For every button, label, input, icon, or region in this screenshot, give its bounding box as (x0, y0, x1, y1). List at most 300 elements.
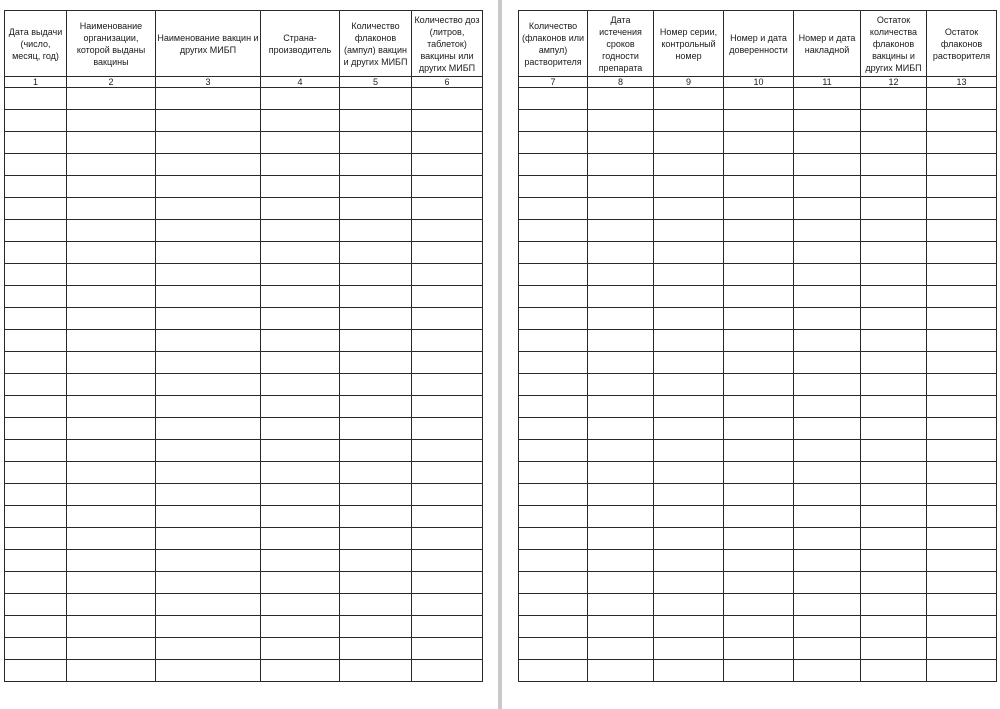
blank-cell[interactable] (67, 572, 156, 594)
blank-cell[interactable] (412, 154, 483, 176)
blank-cell[interactable] (794, 308, 861, 330)
blank-cell[interactable] (340, 220, 412, 242)
blank-cell[interactable] (794, 506, 861, 528)
blank-cell[interactable] (412, 418, 483, 440)
blank-cell[interactable] (5, 396, 67, 418)
blank-cell[interactable] (67, 616, 156, 638)
blank-cell[interactable] (5, 220, 67, 242)
blank-cell[interactable] (412, 264, 483, 286)
blank-cell[interactable] (261, 264, 340, 286)
blank-cell[interactable] (654, 154, 724, 176)
blank-cell[interactable] (340, 572, 412, 594)
blank-cell[interactable] (927, 132, 997, 154)
blank-cell[interactable] (340, 462, 412, 484)
blank-cell[interactable] (519, 418, 588, 440)
blank-cell[interactable] (724, 616, 794, 638)
blank-cell[interactable] (588, 286, 654, 308)
blank-cell[interactable] (654, 242, 724, 264)
blank-cell[interactable] (5, 286, 67, 308)
blank-cell[interactable] (412, 242, 483, 264)
blank-cell[interactable] (724, 242, 794, 264)
blank-cell[interactable] (654, 550, 724, 572)
blank-cell[interactable] (861, 506, 927, 528)
blank-cell[interactable] (519, 374, 588, 396)
blank-cell[interactable] (588, 198, 654, 220)
blank-cell[interactable] (340, 242, 412, 264)
blank-cell[interactable] (588, 638, 654, 660)
blank-cell[interactable] (588, 132, 654, 154)
blank-cell[interactable] (67, 550, 156, 572)
blank-cell[interactable] (927, 110, 997, 132)
blank-cell[interactable] (588, 242, 654, 264)
blank-cell[interactable] (927, 506, 997, 528)
blank-cell[interactable] (861, 484, 927, 506)
blank-cell[interactable] (67, 352, 156, 374)
blank-cell[interactable] (724, 308, 794, 330)
blank-cell[interactable] (67, 594, 156, 616)
blank-cell[interactable] (412, 462, 483, 484)
blank-cell[interactable] (156, 418, 261, 440)
blank-cell[interactable] (794, 396, 861, 418)
blank-cell[interactable] (156, 462, 261, 484)
blank-cell[interactable] (340, 352, 412, 374)
blank-cell[interactable] (67, 132, 156, 154)
blank-cell[interactable] (654, 220, 724, 242)
blank-cell[interactable] (927, 352, 997, 374)
blank-cell[interactable] (588, 88, 654, 110)
blank-cell[interactable] (261, 572, 340, 594)
blank-cell[interactable] (67, 462, 156, 484)
blank-cell[interactable] (340, 594, 412, 616)
blank-cell[interactable] (588, 374, 654, 396)
blank-cell[interactable] (156, 550, 261, 572)
blank-cell[interactable] (861, 264, 927, 286)
blank-cell[interactable] (67, 220, 156, 242)
blank-cell[interactable] (927, 264, 997, 286)
blank-cell[interactable] (5, 484, 67, 506)
blank-cell[interactable] (927, 440, 997, 462)
blank-cell[interactable] (261, 198, 340, 220)
blank-cell[interactable] (927, 660, 997, 682)
blank-cell[interactable] (927, 528, 997, 550)
blank-cell[interactable] (794, 440, 861, 462)
blank-cell[interactable] (519, 550, 588, 572)
blank-cell[interactable] (724, 352, 794, 374)
blank-cell[interactable] (67, 440, 156, 462)
blank-cell[interactable] (588, 594, 654, 616)
blank-cell[interactable] (261, 550, 340, 572)
blank-cell[interactable] (588, 154, 654, 176)
blank-cell[interactable] (67, 330, 156, 352)
blank-cell[interactable] (156, 198, 261, 220)
blank-cell[interactable] (724, 374, 794, 396)
blank-cell[interactable] (588, 440, 654, 462)
blank-cell[interactable] (861, 286, 927, 308)
blank-cell[interactable] (861, 572, 927, 594)
blank-cell[interactable] (724, 176, 794, 198)
blank-cell[interactable] (67, 286, 156, 308)
blank-cell[interactable] (724, 462, 794, 484)
blank-cell[interactable] (156, 132, 261, 154)
blank-cell[interactable] (5, 198, 67, 220)
blank-cell[interactable] (861, 616, 927, 638)
blank-cell[interactable] (654, 572, 724, 594)
blank-cell[interactable] (654, 484, 724, 506)
blank-cell[interactable] (67, 264, 156, 286)
blank-cell[interactable] (927, 176, 997, 198)
blank-cell[interactable] (261, 352, 340, 374)
blank-cell[interactable] (588, 220, 654, 242)
blank-cell[interactable] (156, 330, 261, 352)
blank-cell[interactable] (261, 484, 340, 506)
blank-cell[interactable] (261, 286, 340, 308)
blank-cell[interactable] (261, 176, 340, 198)
blank-cell[interactable] (724, 110, 794, 132)
blank-cell[interactable] (5, 110, 67, 132)
blank-cell[interactable] (67, 308, 156, 330)
blank-cell[interactable] (67, 88, 156, 110)
blank-cell[interactable] (654, 110, 724, 132)
blank-cell[interactable] (927, 484, 997, 506)
blank-cell[interactable] (5, 418, 67, 440)
blank-cell[interactable] (67, 638, 156, 660)
blank-cell[interactable] (261, 462, 340, 484)
blank-cell[interactable] (927, 198, 997, 220)
blank-cell[interactable] (724, 418, 794, 440)
blank-cell[interactable] (927, 616, 997, 638)
blank-cell[interactable] (412, 374, 483, 396)
blank-cell[interactable] (519, 440, 588, 462)
blank-cell[interactable] (654, 638, 724, 660)
blank-cell[interactable] (927, 418, 997, 440)
blank-cell[interactable] (927, 220, 997, 242)
blank-cell[interactable] (654, 440, 724, 462)
blank-cell[interactable] (261, 506, 340, 528)
blank-cell[interactable] (340, 396, 412, 418)
blank-cell[interactable] (5, 264, 67, 286)
blank-cell[interactable] (794, 330, 861, 352)
blank-cell[interactable] (724, 264, 794, 286)
blank-cell[interactable] (927, 242, 997, 264)
blank-cell[interactable] (5, 462, 67, 484)
blank-cell[interactable] (927, 638, 997, 660)
blank-cell[interactable] (724, 154, 794, 176)
blank-cell[interactable] (927, 330, 997, 352)
blank-cell[interactable] (861, 528, 927, 550)
blank-cell[interactable] (519, 484, 588, 506)
blank-cell[interactable] (340, 132, 412, 154)
blank-cell[interactable] (156, 176, 261, 198)
blank-cell[interactable] (588, 616, 654, 638)
blank-cell[interactable] (261, 88, 340, 110)
blank-cell[interactable] (412, 176, 483, 198)
blank-cell[interactable] (588, 264, 654, 286)
blank-cell[interactable] (340, 550, 412, 572)
blank-cell[interactable] (588, 396, 654, 418)
blank-cell[interactable] (588, 110, 654, 132)
blank-cell[interactable] (519, 616, 588, 638)
blank-cell[interactable] (519, 330, 588, 352)
blank-cell[interactable] (340, 440, 412, 462)
blank-cell[interactable] (861, 308, 927, 330)
blank-cell[interactable] (724, 660, 794, 682)
blank-cell[interactable] (67, 154, 156, 176)
blank-cell[interactable] (261, 374, 340, 396)
blank-cell[interactable] (519, 264, 588, 286)
blank-cell[interactable] (794, 286, 861, 308)
blank-cell[interactable] (261, 594, 340, 616)
blank-cell[interactable] (519, 198, 588, 220)
blank-cell[interactable] (927, 550, 997, 572)
blank-cell[interactable] (654, 374, 724, 396)
blank-cell[interactable] (861, 418, 927, 440)
blank-cell[interactable] (5, 352, 67, 374)
blank-cell[interactable] (588, 660, 654, 682)
blank-cell[interactable] (340, 374, 412, 396)
blank-cell[interactable] (654, 418, 724, 440)
blank-cell[interactable] (261, 418, 340, 440)
blank-cell[interactable] (794, 594, 861, 616)
blank-cell[interactable] (156, 616, 261, 638)
blank-cell[interactable] (156, 572, 261, 594)
blank-cell[interactable] (519, 572, 588, 594)
blank-cell[interactable] (861, 176, 927, 198)
blank-cell[interactable] (67, 242, 156, 264)
blank-cell[interactable] (927, 286, 997, 308)
blank-cell[interactable] (519, 242, 588, 264)
blank-cell[interactable] (156, 352, 261, 374)
blank-cell[interactable] (654, 132, 724, 154)
blank-cell[interactable] (861, 374, 927, 396)
blank-cell[interactable] (794, 264, 861, 286)
blank-cell[interactable] (794, 462, 861, 484)
blank-cell[interactable] (156, 440, 261, 462)
blank-cell[interactable] (588, 352, 654, 374)
blank-cell[interactable] (156, 110, 261, 132)
blank-cell[interactable] (927, 396, 997, 418)
blank-cell[interactable] (861, 110, 927, 132)
blank-cell[interactable] (67, 198, 156, 220)
blank-cell[interactable] (724, 440, 794, 462)
blank-cell[interactable] (340, 88, 412, 110)
blank-cell[interactable] (794, 220, 861, 242)
blank-cell[interactable] (588, 506, 654, 528)
blank-cell[interactable] (519, 308, 588, 330)
blank-cell[interactable] (156, 660, 261, 682)
blank-cell[interactable] (156, 154, 261, 176)
blank-cell[interactable] (794, 418, 861, 440)
blank-cell[interactable] (5, 638, 67, 660)
blank-cell[interactable] (861, 352, 927, 374)
blank-cell[interactable] (724, 286, 794, 308)
blank-cell[interactable] (412, 594, 483, 616)
blank-cell[interactable] (340, 484, 412, 506)
blank-cell[interactable] (724, 572, 794, 594)
blank-cell[interactable] (794, 528, 861, 550)
blank-cell[interactable] (412, 352, 483, 374)
blank-cell[interactable] (654, 462, 724, 484)
blank-cell[interactable] (261, 154, 340, 176)
blank-cell[interactable] (927, 154, 997, 176)
blank-cell[interactable] (794, 374, 861, 396)
blank-cell[interactable] (261, 440, 340, 462)
blank-cell[interactable] (261, 660, 340, 682)
blank-cell[interactable] (654, 176, 724, 198)
blank-cell[interactable] (861, 220, 927, 242)
blank-cell[interactable] (724, 330, 794, 352)
blank-cell[interactable] (156, 638, 261, 660)
blank-cell[interactable] (519, 638, 588, 660)
blank-cell[interactable] (156, 594, 261, 616)
blank-cell[interactable] (156, 264, 261, 286)
blank-cell[interactable] (519, 286, 588, 308)
blank-cell[interactable] (340, 154, 412, 176)
blank-cell[interactable] (261, 638, 340, 660)
blank-cell[interactable] (794, 638, 861, 660)
blank-cell[interactable] (412, 132, 483, 154)
blank-cell[interactable] (654, 286, 724, 308)
blank-cell[interactable] (261, 132, 340, 154)
blank-cell[interactable] (861, 132, 927, 154)
blank-cell[interactable] (261, 528, 340, 550)
blank-cell[interactable] (5, 594, 67, 616)
blank-cell[interactable] (654, 396, 724, 418)
blank-cell[interactable] (5, 616, 67, 638)
blank-cell[interactable] (519, 352, 588, 374)
blank-cell[interactable] (340, 418, 412, 440)
blank-cell[interactable] (156, 242, 261, 264)
blank-cell[interactable] (588, 528, 654, 550)
blank-cell[interactable] (5, 154, 67, 176)
blank-cell[interactable] (588, 418, 654, 440)
blank-cell[interactable] (927, 308, 997, 330)
blank-cell[interactable] (5, 660, 67, 682)
blank-cell[interactable] (861, 462, 927, 484)
blank-cell[interactable] (654, 330, 724, 352)
blank-cell[interactable] (519, 110, 588, 132)
blank-cell[interactable] (156, 484, 261, 506)
blank-cell[interactable] (794, 550, 861, 572)
blank-cell[interactable] (724, 198, 794, 220)
blank-cell[interactable] (588, 550, 654, 572)
blank-cell[interactable] (5, 330, 67, 352)
blank-cell[interactable] (654, 506, 724, 528)
blank-cell[interactable] (340, 110, 412, 132)
blank-cell[interactable] (156, 396, 261, 418)
blank-cell[interactable] (340, 264, 412, 286)
blank-cell[interactable] (412, 506, 483, 528)
blank-cell[interactable] (5, 572, 67, 594)
blank-cell[interactable] (261, 616, 340, 638)
blank-cell[interactable] (724, 88, 794, 110)
blank-cell[interactable] (340, 198, 412, 220)
blank-cell[interactable] (654, 352, 724, 374)
blank-cell[interactable] (67, 176, 156, 198)
blank-cell[interactable] (412, 440, 483, 462)
blank-cell[interactable] (67, 396, 156, 418)
blank-cell[interactable] (412, 396, 483, 418)
blank-cell[interactable] (340, 506, 412, 528)
blank-cell[interactable] (412, 88, 483, 110)
blank-cell[interactable] (724, 484, 794, 506)
blank-cell[interactable] (654, 264, 724, 286)
blank-cell[interactable] (724, 528, 794, 550)
blank-cell[interactable] (412, 638, 483, 660)
blank-cell[interactable] (724, 132, 794, 154)
blank-cell[interactable] (861, 638, 927, 660)
blank-cell[interactable] (156, 308, 261, 330)
blank-cell[interactable] (67, 418, 156, 440)
blank-cell[interactable] (588, 462, 654, 484)
blank-cell[interactable] (412, 286, 483, 308)
blank-cell[interactable] (340, 660, 412, 682)
blank-cell[interactable] (67, 660, 156, 682)
blank-cell[interactable] (5, 176, 67, 198)
blank-cell[interactable] (519, 462, 588, 484)
blank-cell[interactable] (861, 396, 927, 418)
blank-cell[interactable] (519, 132, 588, 154)
blank-cell[interactable] (724, 220, 794, 242)
blank-cell[interactable] (794, 88, 861, 110)
blank-cell[interactable] (5, 374, 67, 396)
blank-cell[interactable] (794, 572, 861, 594)
blank-cell[interactable] (5, 242, 67, 264)
blank-cell[interactable] (588, 330, 654, 352)
blank-cell[interactable] (5, 88, 67, 110)
blank-cell[interactable] (794, 484, 861, 506)
blank-cell[interactable] (5, 506, 67, 528)
blank-cell[interactable] (861, 660, 927, 682)
blank-cell[interactable] (861, 440, 927, 462)
blank-cell[interactable] (156, 506, 261, 528)
blank-cell[interactable] (5, 528, 67, 550)
blank-cell[interactable] (340, 616, 412, 638)
blank-cell[interactable] (412, 220, 483, 242)
blank-cell[interactable] (67, 528, 156, 550)
blank-cell[interactable] (156, 286, 261, 308)
blank-cell[interactable] (519, 88, 588, 110)
blank-cell[interactable] (724, 638, 794, 660)
blank-cell[interactable] (794, 352, 861, 374)
blank-cell[interactable] (5, 132, 67, 154)
blank-cell[interactable] (261, 110, 340, 132)
blank-cell[interactable] (412, 330, 483, 352)
blank-cell[interactable] (156, 220, 261, 242)
blank-cell[interactable] (412, 572, 483, 594)
blank-cell[interactable] (794, 154, 861, 176)
blank-cell[interactable] (519, 154, 588, 176)
blank-cell[interactable] (412, 198, 483, 220)
blank-cell[interactable] (412, 484, 483, 506)
blank-cell[interactable] (861, 88, 927, 110)
blank-cell[interactable] (5, 308, 67, 330)
blank-cell[interactable] (588, 176, 654, 198)
blank-cell[interactable] (654, 594, 724, 616)
blank-cell[interactable] (412, 528, 483, 550)
blank-cell[interactable] (588, 572, 654, 594)
blank-cell[interactable] (261, 396, 340, 418)
blank-cell[interactable] (519, 594, 588, 616)
blank-cell[interactable] (861, 550, 927, 572)
blank-cell[interactable] (724, 550, 794, 572)
blank-cell[interactable] (794, 616, 861, 638)
blank-cell[interactable] (654, 88, 724, 110)
blank-cell[interactable] (724, 594, 794, 616)
blank-cell[interactable] (519, 660, 588, 682)
blank-cell[interactable] (67, 506, 156, 528)
blank-cell[interactable] (5, 440, 67, 462)
blank-cell[interactable] (927, 572, 997, 594)
